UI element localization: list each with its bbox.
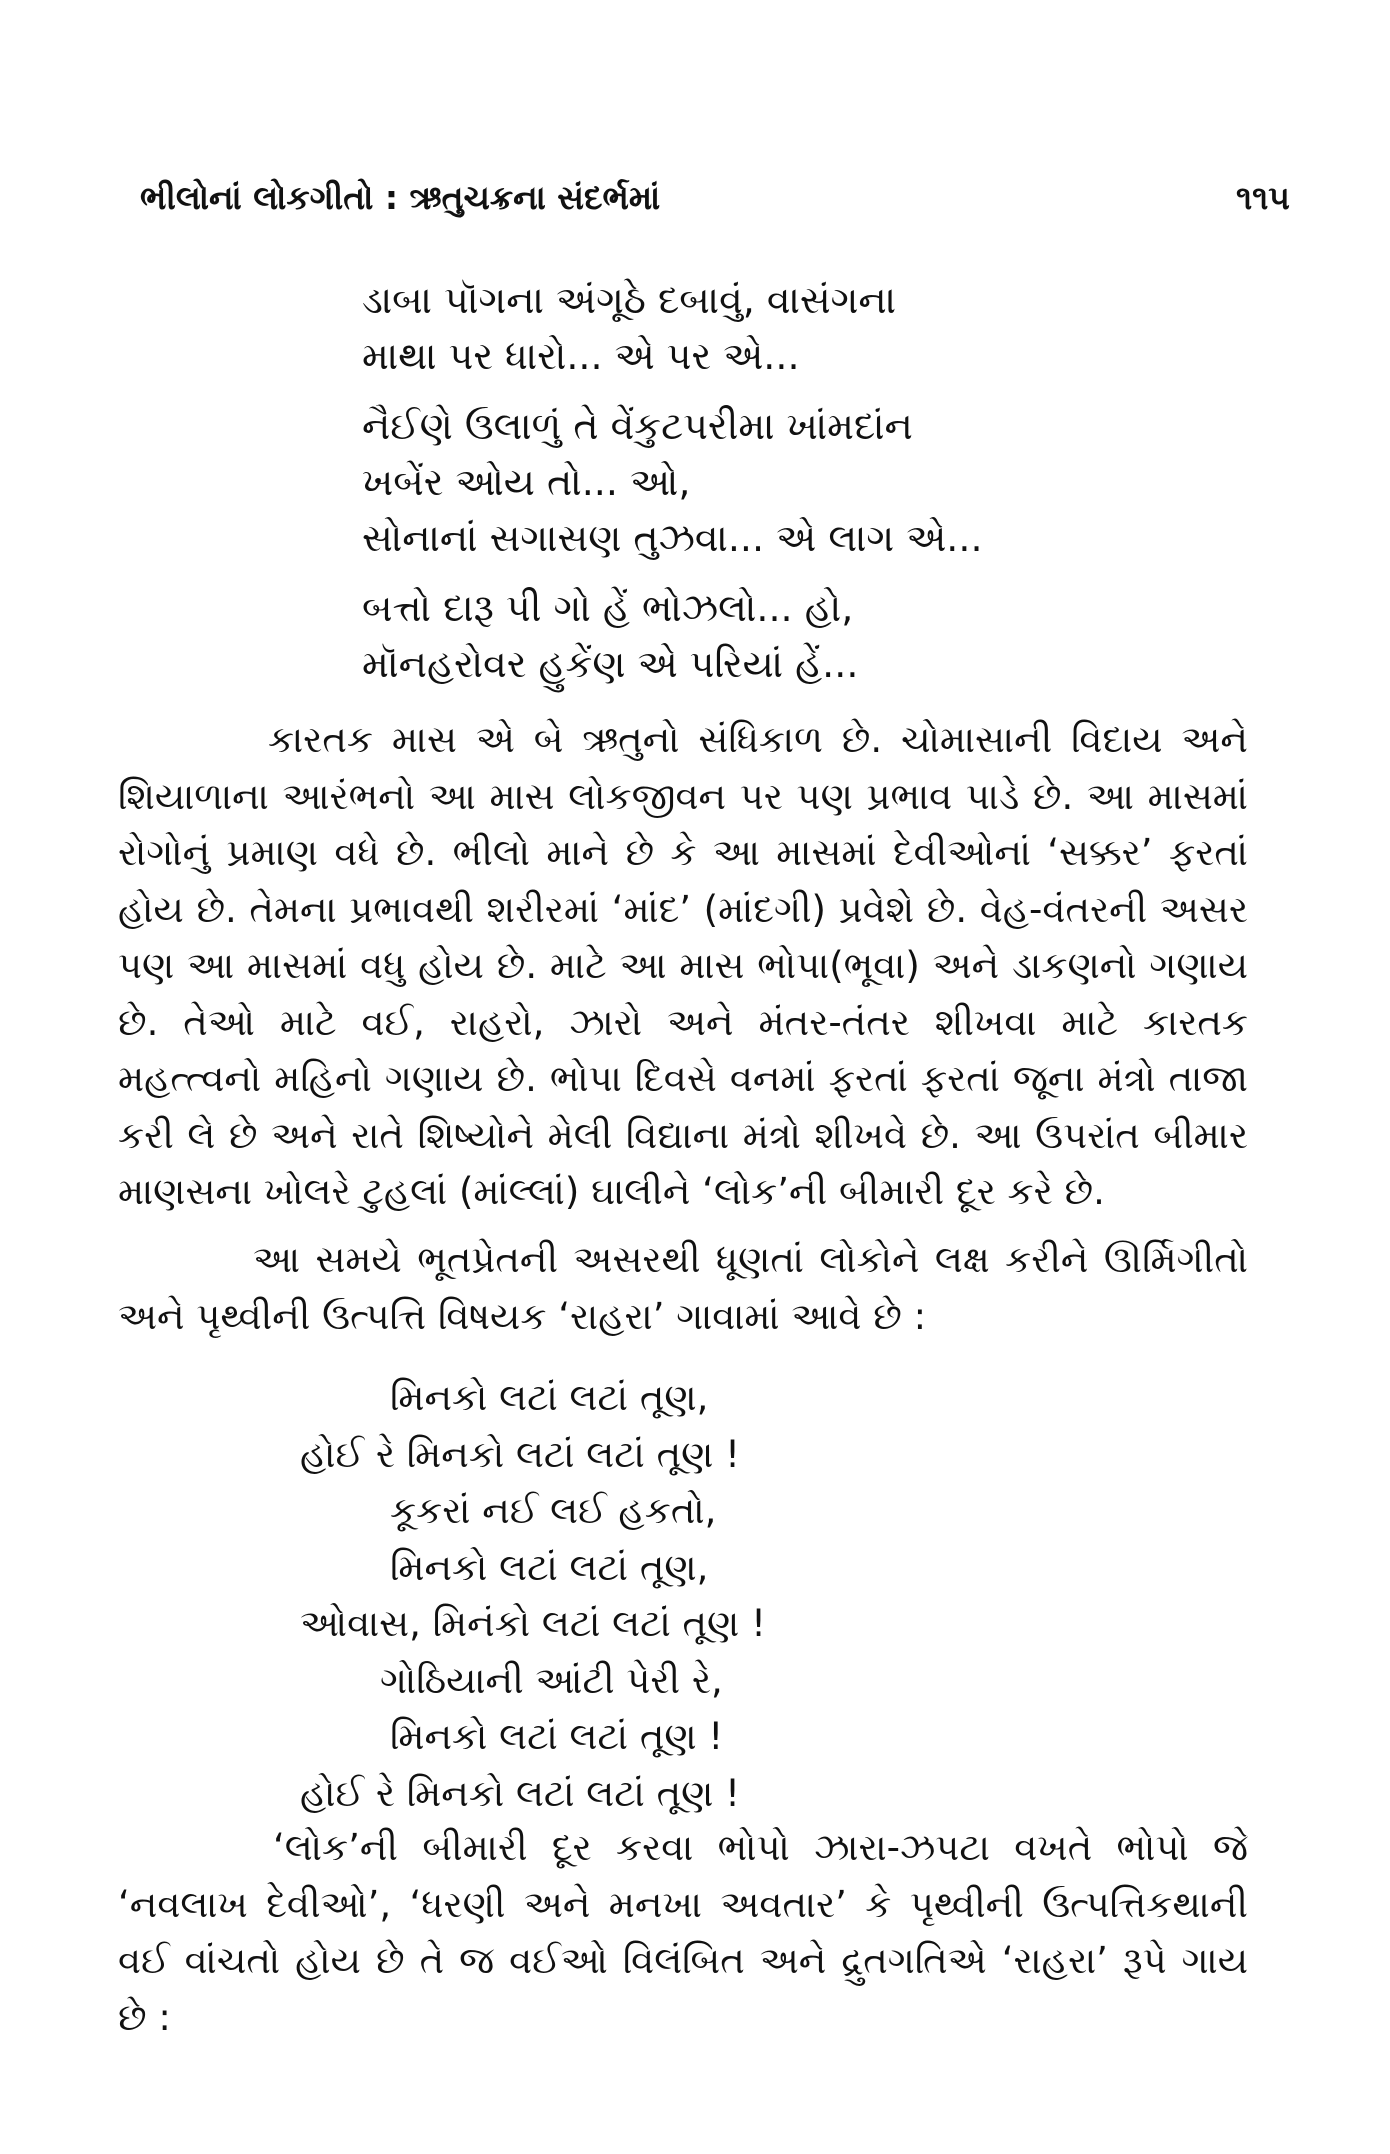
verse-line: ગોઠિયાની આંટી પેરી રે,: [380, 1658, 723, 1702]
verse-line: માથા પર ધારો... એ પર એ...: [362, 334, 800, 378]
verse-stanza-1: [362, 272, 896, 384]
verse-line: મિનકો લટાં લટાં તૂણ,: [390, 1376, 709, 1419]
verse-line: કૂકરાં નઈ લઈ હકતો,: [390, 1489, 717, 1532]
body-paragraph: ‘લોક’ની બીમારી દૂર કરવા ભોપો ઝારા-ઝપટા વખતે ભોપો જે ‘નવલાખ દેવીઓ’, ‘ધરણી અને મનખા અવતાર’ કે પૃથ્વીની ઉત્પત્તિકથાની વઈ વાંચતો હોય છે તે જ વઈઓ વિલંબિત અને દ્રુતગતિએ ‘રાહરા’ રૂપે ગાય છે :: [118, 1826, 1248, 2039]
paragraph-lok-bimari: [118, 1820, 1248, 2046]
verse-line: ડાબા પૉગના અંગૂઠે દબાવું, વાસંગના: [362, 278, 897, 322]
paragraph-rahra-intro: [118, 1232, 1248, 1345]
verse-line: મૉનહરોવર હુકેંણ એ પરિયાં હેં...: [362, 642, 859, 686]
verse-line: ઓવાસ, મિનંકો લટાં લટાં તૂણ !: [300, 1602, 766, 1645]
page-header: [140, 178, 1290, 218]
verse-stanza-2: [362, 398, 983, 566]
verse-line: મિનકો લટાં લટાં તૂણ !: [390, 1715, 724, 1758]
verse-refrain: [300, 1370, 766, 1822]
body-paragraph: આ સમયે ભૂતપ્રેતની અસરથી ધૂણતાં લોકોને લક્ષ કરીને ઊર્મિગીતો અને પૃથ્વીની ઉત્પત્તિ વિષયક ‘રાહરા’ ગાવામાં આવે છે :: [118, 1238, 1248, 1338]
page-number: ૧૧૫: [1235, 178, 1290, 217]
running-title: ભીલોનાં લોકગીતો : ઋતુચક્રના સંદર્ભમાં: [140, 178, 661, 217]
paragraph-kartak: [118, 712, 1248, 1221]
body-paragraph: કારતક માસ એ બે ઋતુનો સંધિકાળ છે. ચોમાસાની વિદાય અને શિયાળાના આરંભનો આ માસ લોકજીવન પર પણ પ્રભાવ પાડે છે. આ માસમાં રોગોનું પ્રમાણ વધે છે. ભીલો માને છે કે આ માસમાં દેવીઓનાં ‘સક્કર’ ફરતાં હોય છે. તેમના પ્રભાવથી શરીરમાં ‘માંદ’ (માંદગી) પ્રવેશે છે. વેહ-વંતરની અસર પણ આ માસમાં વધુ હોય છે. માટે આ માસ ભોપા(ભૂવા) અને ડાકણનો ગણાય છે. તેઓ માટે વઈ, રાહરો, ઝારો અને મંતર-તંતર શીખવા માટે કારતક મહત્ત્વનો મહિનો ગણાય છે. ભોપા દિવસે વનમાં ફરતાં ફરતાં જૂના મંત્રો તાજા કરી લે છે અને રાતે શિષ્યોને મેલી વિદ્યાના મંત્રો શીખવે છે. આ ઉપરાંત બીમાર માણસના ખોલરે ટુહલાં (માંલ્લાં) ઘાલીને ‘લોક’ની બીમારી દૂર કરે છે.: [118, 718, 1248, 1213]
verse-line: ખબેંર ઓય તો... ઓ,: [362, 460, 691, 504]
verse-line: હોઈ રે મિનકો લટાં લટાં તૂણ !: [300, 1432, 741, 1476]
verse-line: મિનકો લટાં લટાં તૂણ,: [390, 1545, 709, 1589]
verse-line: હોઈ રે મિનકો લટાં લટાં તૂણ !: [300, 1771, 741, 1815]
verse-line: નૈઈણે ઉલાળું તે વેંકુટપરીમા ખાંમદાંન: [362, 404, 913, 448]
verse-line: બત્તો દારૂ પી ગો હેં ભોઝલો... હો,: [362, 586, 854, 630]
verse-stanza-3: [362, 580, 858, 692]
verse-line: સોનાનાં સગાસણ તુઝવા... એ લાગ એ...: [362, 516, 983, 560]
